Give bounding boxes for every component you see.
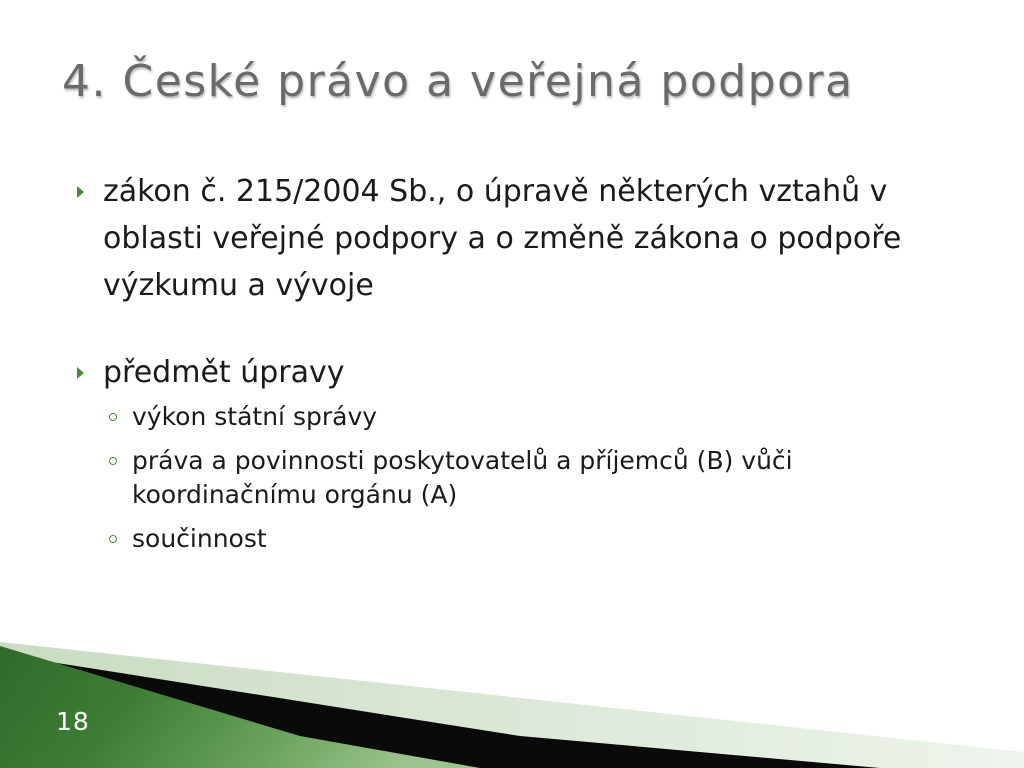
bullet-text: předmět úpravy — [103, 355, 345, 390]
circle-bullet-icon — [109, 413, 117, 421]
bullet-item — [72, 349, 972, 396]
sub-bullet-item — [72, 522, 972, 556]
slide-title: 4. České právo a veřejná podpora — [62, 56, 854, 107]
triangle-bullet-icon — [77, 367, 84, 379]
sub-bullet-text: výkon státní správy — [132, 402, 378, 431]
sub-bullet-text: součinnost — [132, 524, 267, 553]
sub-bullet-list — [72, 400, 972, 556]
slide-number: 18 — [56, 707, 90, 736]
circle-bullet-icon — [109, 535, 117, 543]
bullet-item — [72, 168, 972, 309]
slide-body — [72, 168, 972, 566]
circle-bullet-icon — [109, 457, 117, 465]
sub-bullet-item — [72, 444, 972, 512]
bullet-text: zákon č. 215/2004 Sb., o úpravě některých vztahů v oblasti veřejné podpory a o změně zákona o podpoře výzkumu a vývoje — [103, 174, 902, 303]
triangle-bullet-icon — [77, 186, 84, 198]
footer-decoration — [0, 640, 1024, 768]
sub-bullet-item — [72, 400, 972, 434]
sub-bullet-text: práva a povinnosti poskytovatelů a příjemců (B) vůči koordinačnímu orgánu (A) — [132, 446, 793, 509]
